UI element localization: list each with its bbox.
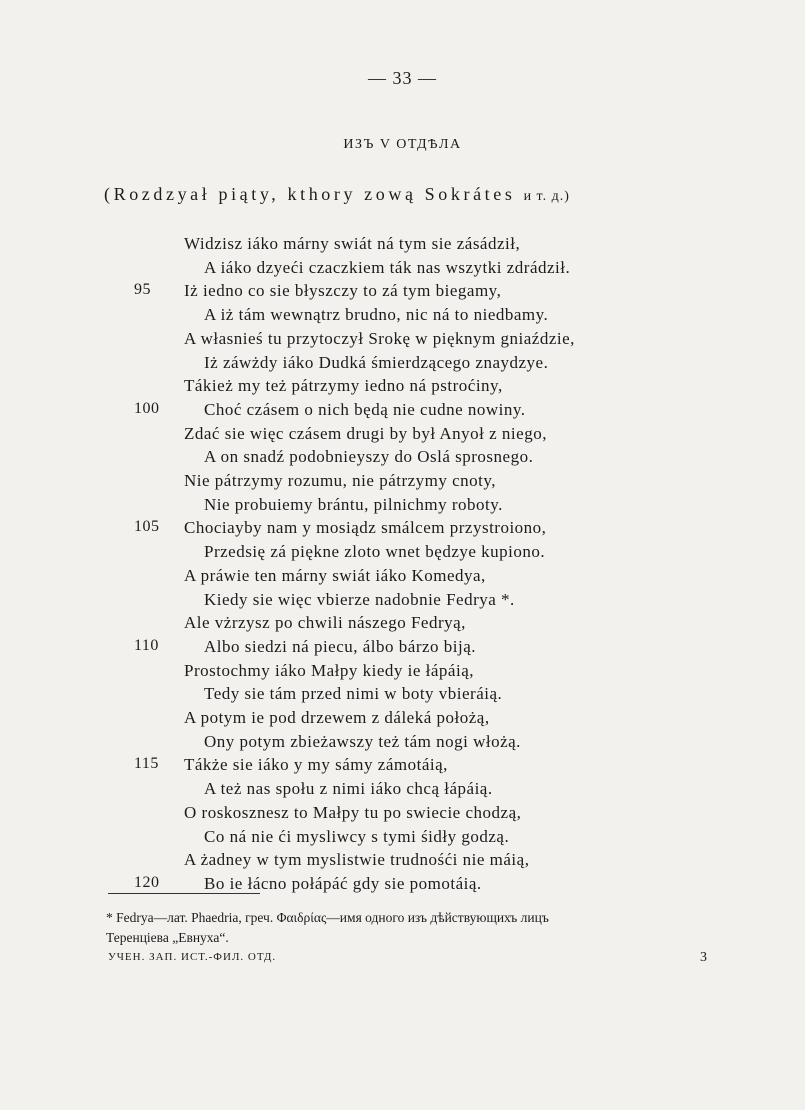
verse-line xyxy=(0,234,805,256)
verse-text: A własnieś tu przytoczył Srokę w pięknym gniaździe, xyxy=(184,328,575,348)
verse-line xyxy=(0,329,805,351)
verse-line xyxy=(0,613,805,635)
verse-text: O roskosznesz to Małpy tu po swiecie chodzą, xyxy=(184,802,522,822)
verse-text: Tákże sie iáko y my sámy zámotáią, xyxy=(184,755,448,775)
verse-line xyxy=(0,258,805,280)
verse-text: Bo ie łácno połápáć gdy sie pomotáią. xyxy=(204,873,482,893)
page-footer xyxy=(108,951,708,963)
verse-line xyxy=(0,684,805,706)
verse-text: Tákież my też pátrzymy iedno ná pstroćiny, xyxy=(184,376,503,396)
verse-line xyxy=(0,803,805,825)
verse-number: 95 xyxy=(134,281,151,299)
verse-text: A iáko dzyeći czaczkiem ták nas wszytki zdrádził. xyxy=(204,257,571,277)
verse-text: Ale vżrzysz po chwili nászego Fedryą, xyxy=(184,613,466,633)
verse-number: 105 xyxy=(134,518,160,536)
verse-number: 110 xyxy=(134,636,159,654)
sheet-number: 3 xyxy=(700,950,708,965)
verse-text: Albo siedzi ná piecu, álbo bárzo biją. xyxy=(204,636,477,656)
verse-text: Przedsię zá piękne zloto wnet będzye kupiono. xyxy=(204,542,546,562)
verse-line xyxy=(0,850,805,872)
signature-mark: УЧЕН. ЗАП. ИСТ.-ФИЛ. ОТД. xyxy=(108,951,277,963)
chapter-title-abbr: и т. д.) xyxy=(523,189,570,204)
verse-text: Co ná nie ći mysliwcy s tymi śidły godzą. xyxy=(204,826,510,846)
verse-text: A iż tám wewnątrz brudno, nic ná to niedbamy. xyxy=(204,305,549,325)
verse-line xyxy=(0,471,805,493)
verse-text: Iż iedno co sie błyszczy to zá tym biegamy, xyxy=(184,281,502,301)
footnote xyxy=(106,908,726,948)
verse-text: Chociayby nam y mosiądz smálcem przystroiono, xyxy=(184,518,547,538)
verse-text: A żadney w tym myslistwie trudnośći nie máią, xyxy=(184,850,530,870)
verse-number: 100 xyxy=(134,399,160,417)
verse-line xyxy=(0,732,805,754)
chapter-title xyxy=(104,184,724,205)
verse-text: A też nas społu z nimi iáko chcą łápáią. xyxy=(204,779,493,799)
verse-text: Kiedy sie więc vbierze nadobnie Fedrya *. xyxy=(204,589,515,609)
verse-text: A on snadź podobnieyszy do Oslá sprosnego. xyxy=(204,447,534,467)
verse-number: 115 xyxy=(134,755,159,773)
verse-line xyxy=(0,424,805,446)
footnote-line-2: Теренціева „Евнуха“. xyxy=(106,930,229,945)
verse-number: 120 xyxy=(134,873,160,891)
chapter-title-text: (Rozdzyał piąty, kthory zową Sokrátes xyxy=(104,184,516,204)
verse-line xyxy=(0,495,805,517)
verse-line xyxy=(0,755,805,777)
verse-text: A potym ie pod drzewem z dáleká położą, xyxy=(184,708,490,727)
verse-text: A práwie ten márny swiát iáko Komedya, xyxy=(184,565,486,585)
verse-text: Tedy sie tám przed nimi w boty vbieráią. xyxy=(204,684,503,704)
verse-line xyxy=(0,542,805,564)
verse-text: Ony potym zbieżawszy też tám nogi włożą. xyxy=(204,731,521,751)
verse-line xyxy=(0,779,805,801)
verse-line xyxy=(0,305,805,327)
verse-line xyxy=(0,400,805,422)
verse-line xyxy=(0,518,805,540)
verse-line xyxy=(0,447,805,469)
verse-line xyxy=(0,376,805,398)
excerpt-heading: ИЗЪ V ОТДѢЛА xyxy=(343,137,462,152)
page-number: — 33 — xyxy=(368,68,437,88)
footnote-divider xyxy=(108,893,260,894)
verse-line xyxy=(0,353,805,375)
verse-text: Prostochmy iáko Małpy kiedy ie łápáią, xyxy=(184,660,474,680)
verse-line xyxy=(0,566,805,588)
verse-text: Zdać sie więc czásem drugi by był Anyoł z niego, xyxy=(184,423,547,443)
verse-line xyxy=(0,708,805,730)
verse-line xyxy=(0,590,805,612)
verse-line xyxy=(0,281,805,303)
verse-line xyxy=(0,661,805,683)
verse-text: Widzisz iáko márny swiát ná tym sie zásádził, xyxy=(184,234,521,253)
footnote-line-1: * Fedrya—лат. Phaedria, греч. Φαιδρίας—имя одного изъ дѣйствующихъ лицъ xyxy=(106,910,549,925)
verse-line xyxy=(0,637,805,659)
verse-text: Choć czásem o nich będą nie cudne nowiny. xyxy=(204,399,526,419)
verse-text: Nie pátrzymy rozumu, nie pátrzymy cnoty, xyxy=(184,471,497,490)
verse-text: Iż záwżdy iáko Dudká śmierdzącego znaydzye. xyxy=(204,352,549,372)
verse-text: Nie probuiemy brántu, pilnichmy roboty. xyxy=(204,494,503,514)
verse-line xyxy=(0,827,805,849)
